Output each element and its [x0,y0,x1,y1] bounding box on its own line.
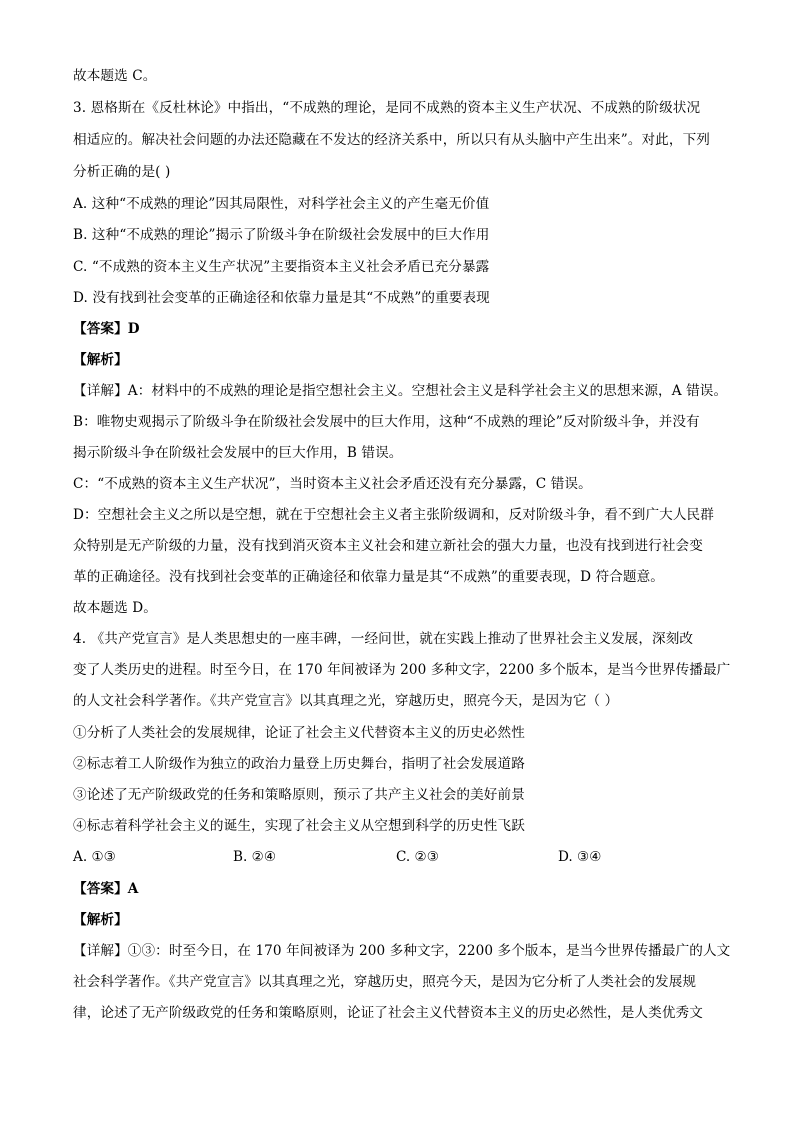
analysis-text: 众特别是无产阶级的力量，没有找到消灭资本主义社会和建立新社会的强大力量，也没有找到进行社会变 [73,538,703,554]
analysis-text: 【详解】①③：时至今日，在 170 年间被译为 200 多种文字，2200 多个版本，是当今世界传播最广的人文 [73,943,731,959]
option-d: D. 没有找到社会变革的正确途径和依靠力量是其“不成熟”的重要表现 [73,290,490,306]
statement-1: ①分析了人类社会的发展规律，论证了社会主义代替资本主义的历史必然性 [73,725,525,741]
analysis-text: 律，论述了无产阶级政党的任务和策略原则，论证了社会主义代替资本主义的历史必然性，是人类优秀文 [73,1005,703,1021]
option-a: A. 这种“不成熟的理论”因其局限性，对科学社会主义的产生毫无价值 [73,196,490,212]
text-line: 故本题选 C。 [73,68,157,84]
analysis-text: D：空想社会主义之所以是空想，就在于空想社会主义者主张阶级调和，反对阶级斗争，看不到广大人民群 [73,507,714,523]
option-c: C. ②③ [396,849,439,865]
question-4-stem: 变了人类历史的进程。时至今日，在 170 年间被译为 200 多种文字，2200 多个版本，是当今世界传播最广 [73,662,731,678]
text-line: 故本题选 D。 [73,600,157,616]
answer-label: 【答案】A [73,881,139,897]
statement-4: ④标志着科学社会主义的诞生，实现了社会主义从空想到科学的历史性飞跃 [73,818,525,834]
analysis-text: 揭示阶级斗争在阶级社会发展中的巨大作用，B 错误。 [73,445,403,461]
question-4-options [73,849,733,867]
analysis-label: 【解析】 [73,352,128,368]
analysis-text: B：唯物史观揭示了阶级斗争在阶级社会发展中的巨大作用，这种“不成熟的理论”反对阶级斗争，并没有 [73,414,700,430]
analysis-text: 【详解】A：材料中的不成熟的理论是指空想社会主义。空想社会主义是科学社会主义的思想来源，A 错误。 [73,383,728,399]
question-3-stem: 分析正确的是( ) [73,164,171,180]
statement-2: ②标志着工人阶级作为独立的政治力量登上历史舞台，指明了社会发展道路 [73,756,525,772]
analysis-text: 社会科学著作。《共产党宣言》以其真理之光，穿越历史，照亮今天，是因为它分析了人类社会的发展规 [73,974,697,990]
option-b: B. ②④ [233,849,277,865]
analysis-text: C：“不成熟的资本主义生产状况”，当时资本主义社会矛盾还没有充分暴露，C 错误。 [73,476,592,492]
analysis-label: 【解析】 [73,912,128,928]
question-3-stem: 3. 恩格斯在《反杜林论》中指出，“不成熟的理论，是同不成熟的资本主义生产状况、不成熟的阶级状况 [73,100,701,116]
option-a: A. ①③ [73,849,116,865]
option-b: B. 这种“不成熟的理论”揭示了阶级斗争在阶级社会发展中的巨大作用 [73,227,490,243]
statement-3: ③论述了无产阶级政党的任务和策略原则，预示了共产主义社会的美好前景 [73,787,525,803]
option-d: D. ③④ [558,849,602,865]
option-c: C. “不成熟的资本主义生产状况”主要指资本主义社会矛盾已充分暴露 [73,259,490,275]
answer-label: 【答案】D [73,321,140,337]
question-3-stem: 相适应的。解决社会问题的办法还隐藏在不发达的经济关系中，所以只有从头脑中产生出来”。对此，下列 [73,132,710,148]
question-4-stem: 4. 《共产党宣言》是人类思想史的一座丰碑，一经问世，就在实践上推动了世界社会主义发展，深刻改 [73,631,694,647]
question-4-stem: 的人文社会科学著作。《共产党宣言》以其真理之光，穿越历史，照亮今天，是因为它（ ） [73,693,619,709]
analysis-text: 革的正确途径。没有找到社会变革的正确途径和依靠力量是其“不成熟”的重要表现，D 符合题意。 [73,569,664,585]
